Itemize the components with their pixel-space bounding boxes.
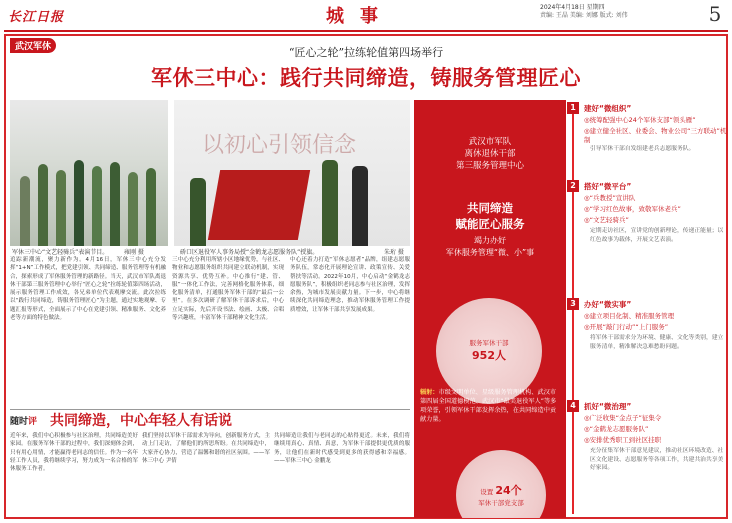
lead-body-col1: 追踪新潮流，聚力新作为。4月16日，军休三中心充分发挥“1+N”工作模式，把党建引领、共同缔造、服务管理等有机融合，探索形成了军休服务管理的新路径。当天，武汉市军队离退休干部第三服务管理中心举行“匠心之轮”拉练轮值第四场活动，展示服务管理工作成效，各兄弟单位代表观摩交流。此次拉练以“践行共同缔造，铸服务管理匠心”为主题，通过实地观摩、专题汇报等形式，全面展示了中心在党建引领、精准服务、文化养老等方面的特色做法。 — [10, 257, 166, 322]
second-body-col1: 近年来，我们中心积极参与社区治理，共同缔造美好家园。在服务军休干部的过程中，我们深刻体会到，只有用心用情，才能赢得老同志的信任。作为一名年轻工作人员，我将继续学习，努力成为一名合格的军休服务工作者。 — [10, 433, 138, 473]
panel-subtitle-line1: 竭力办好 — [474, 236, 506, 245]
timeline-bullet: ◎“学习红色故事，致敬军休老兵” — [584, 205, 681, 213]
article-headline: 军休三中心：践行共同缔造，铸服务管理匠心 — [151, 65, 581, 90]
commentary-tag-prefix: 随时 — [10, 417, 29, 427]
article-subhead: “匠心之轮”拉练轮值第四场举行 — [288, 46, 444, 59]
flag-shape — [208, 170, 310, 240]
timeline-heading-1: 建好“微组织” — [584, 104, 632, 113]
timeline-bullet: ◎建立健全社区、业委会、物业公司“三方联动”机制 — [584, 127, 727, 144]
photo1-caption: 军休三中心“文艺轻骑兵”表演节目。 — [12, 249, 109, 256]
panel-title-line2: 离休退休干部 — [464, 149, 516, 159]
panel-subtitle — [414, 235, 566, 259]
served-count-value: 952人 — [472, 349, 506, 362]
info-panel — [414, 100, 566, 518]
branch-count-label — [456, 482, 546, 507]
timeline-bullet: ◎建立项目化制、精准服务管理 — [584, 312, 675, 320]
branch-count-prefix: 设置 — [480, 488, 494, 496]
timeline-number-2: 2 — [567, 180, 579, 192]
panel-slogan-line1: 共同缔造 — [467, 201, 513, 215]
masthead — [0, 0, 732, 32]
timeline-heading-4: 抓好“微治理” — [584, 402, 632, 411]
panel-honors — [420, 388, 560, 424]
performance-photo — [10, 100, 168, 246]
timeline-desc-4: 充分征集军休干部意见建议，推动社区环境改造、社区文化建设、志愿服务等各项工作，共建共治共享美好家园。 — [590, 448, 724, 471]
served-count-text: 服务军休干部 — [469, 339, 509, 347]
timeline-bullet: ◎安排优秀职工到社区挂职 — [584, 436, 662, 444]
timeline-number-4: 4 — [567, 400, 579, 412]
timeline-heading-2: 搭好“微平台” — [584, 182, 632, 191]
timeline-bullet: ◎“金鹤龙志愿服务队” — [584, 425, 649, 433]
timeline-desc-3: 将军休干部需求分为环境、健康、文化等类别，建立服务清单，精准解决急难愁盼问题。 — [590, 335, 724, 350]
timeline-desc-1: 引导军休干部自发组建老兵志愿服务队。 — [590, 146, 695, 152]
issue-date: 2024年4月18日 星期四 — [540, 4, 605, 11]
page-number: 5 — [708, 2, 722, 26]
timeline-bullet: ◎统筹配强中心24个军休支部“领头雁” — [584, 116, 696, 124]
branch-count-value: 24个 — [495, 484, 522, 497]
photo2-credit: 朱珩 摄 — [384, 249, 404, 256]
issue-editors: 责编: 王晶 美编: 刘娜 版式: 刘伟 — [540, 12, 628, 19]
panel-slogan-line2: 赋能匠心服务 — [455, 217, 525, 231]
panel-subtitle-line2: 军休服务管理“微、小”事 — [445, 248, 535, 257]
second-body-col2: 我们坚持以军休干部需求为导向，创新服务方式，主动上门走访，了解他们的所思所盼。在共同缔造中，大家齐心协力，营造了温馨和谐的社区氛围。——军休三中心 尹倩 — [142, 433, 270, 464]
panel-title-line3: 第三服务管理中心 — [455, 161, 524, 171]
lead-body-col3: 中心还着力打造“军休志愿者”品牌，组建志愿服务队伍，常态化开展理论宣讲、政策宣传、关爱帮扶等活动。2022年10月，中心启动“金鹤龙志愿服务队”，积极组织老同志参与社区治理，发挥余热，为城市发展贡献力量。下一步，中心将继续深化共同缔造理念，推动军休服务管理工作提质增效，让军休干部共享发展成果。 — [290, 257, 410, 313]
lead-body-col2: 三中心充分利用所辖小区地缘优势，与社区、物业和志愿服务组织共同建立联动机制，实现资源共享、优势互补。中心推行“建、管、服”一体化工作法，完善网格化服务体系，细化服务清单，打通服务军休干部的“最后一公里”。在多次调研了解军休干部诉求后，中心立足实际，先后开设书法、绘画、太极、合唱等兴趣班，丰富军休干部精神文化生活。 — [172, 257, 284, 322]
photo1-credit: 雍刚 摄 — [124, 249, 144, 256]
timeline-bullet: ◎“兵教授”宣讲队 — [584, 194, 636, 202]
panel-honors-text: 市级文明单位、星级服务管理机构、武汉市第四届全国道德模范、武汉市“最美退役军人”等多项荣誉，引领军休干部发挥余热，在共同缔造中贡献力量。 — [420, 389, 557, 423]
timeline-heading-3: 办好“微实事” — [584, 300, 632, 309]
issue-meta — [540, 4, 700, 20]
timeline-number-1: 1 — [567, 102, 579, 114]
served-count-label — [436, 338, 542, 363]
column-kicker: 武汉军休 — [10, 38, 56, 53]
panel-title — [414, 136, 566, 172]
timeline-number-3: 3 — [567, 298, 579, 310]
panel-honors-prefix: 辐射： — [420, 389, 439, 396]
commentary-tag-suffix: 评 — [28, 417, 38, 427]
commentary-tag — [10, 414, 37, 427]
newspaper-brand: 长江日报 — [8, 10, 65, 25]
section-title: 城事 — [326, 6, 394, 27]
second-article-title: 共同缔造，中心年轻人有话说 — [50, 413, 232, 429]
timeline-bullet: ◎广泛收集“金点子”征集令 — [584, 414, 662, 422]
feature-box — [4, 34, 728, 519]
flag-ceremony-photo — [174, 100, 410, 246]
photo2-caption: 硚口区退役军人事务局授“金鹤龙志愿服务队”授旗。 — [180, 249, 319, 256]
timeline-bullet: ◎“文艺轻骑兵” — [584, 216, 629, 224]
masthead-rule — [4, 30, 728, 32]
timeline-desc-2: 定期走访社区，宣讲党的创新理论，传递正能量；以红色故事为载体，开展文艺表演。 — [590, 228, 724, 243]
panel-title-line1: 武汉市军队 — [468, 137, 512, 147]
timeline-bullet: ◎开展“敲门行动”“上门服务” — [584, 323, 669, 331]
branch-count-suffix: 军休干部党支部 — [478, 499, 524, 507]
panel-slogan — [414, 200, 566, 232]
photo2-banner-text: 以初心引领信念 — [202, 133, 357, 158]
second-body-col3: 共同缔造让我们与老同志的心贴得更近。未来，我们将继续用真心、真情、真意，为军休干部提供更优质的服务，让他们在新时代感受到更多的获得感和幸福感。——军休三中心 金鹏龙 — [274, 433, 410, 464]
